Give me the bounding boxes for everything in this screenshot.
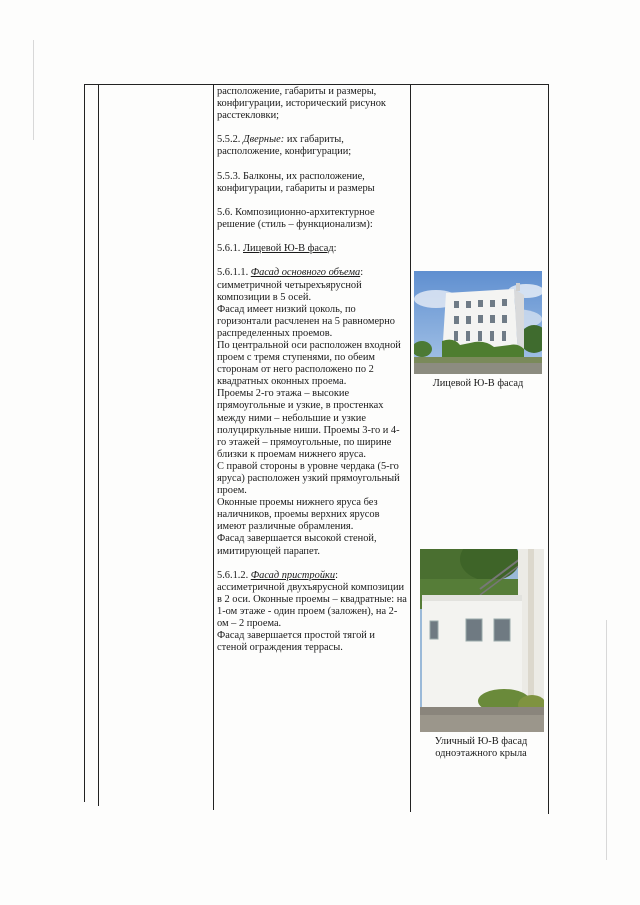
photo-street-facade — [420, 549, 544, 732]
scan-edge-right — [606, 620, 607, 860]
section-5-5-1-tail: расположение, габариты и размеры, конфигурации, исторический рисунок расстекловки; — [217, 86, 386, 122]
section-5-5-3: 5.5.3. Балконы, их расположение, конфигурации, габариты и размеры — [217, 170, 375, 194]
table-left-border — [84, 84, 85, 802]
table-col-divider-1 — [98, 84, 99, 806]
caption-main-facade: Лицевой Ю-В фасад — [432, 378, 524, 389]
photo-main-facade — [414, 271, 542, 374]
building-photo-1 — [414, 271, 542, 374]
section-5-6-1-2: 5.6.1.2. Фасад пристройки: ассиметричной двухъярусной композиции в 2 оси. Оконные проемы – квадратные: на 1-ом этаже - один проем (заложен), на 2-ом – 2 проема. Фасад завершается простой тягой и стеной ограждения террасы. — [217, 569, 407, 654]
section-5-6-1: 5.6.1. Лицевой Ю-В фасад: — [217, 243, 337, 255]
section-5-6-1-1-title: Фасад основного объема — [250, 267, 361, 279]
table-col-divider-3 — [410, 84, 411, 812]
caption-street-facade: Уличный Ю-В фасад одноэтажного крыла — [434, 736, 528, 759]
section-5-5-2-title: Дверные: — [243, 134, 285, 146]
section-5-6: 5.6. Композиционно-архитектурное решение (стиль – функционализм): — [217, 206, 375, 231]
building-photo-2 — [420, 549, 544, 732]
section-5-6-1-1: 5.6.1.1. Фасад основного объема: симметричной четырехъярусной композиции в 5 осей. Фасад имеет низкий цоколь, по горизонтали расчленен на 5 равномерно распределенных проемов. По центральной оси расположен входной проем с тремя ступенями, по обеим сторонам от него расположено по 2 квадратных оконных проема. Проемы 2-го этажа – высокие прямоугольные и узкие, в простенках между ними – небольшие и узкие полуциркульные ниши. Проемы 3-го и 4-го этажей – прямоугольные, по ширине близки к проемам нижнего яруса. С правой стороны в уровне чердака (5-го яруса) расположен узкий прямоугольный проем. Оконные проемы нижнего яруса без наличников, проемы верхних ярусов имеют различные обрамления. Фасад завершается высокой стеной, имитирующей парапет. — [217, 267, 401, 557]
description-text-column — [217, 86, 407, 654]
section-5-5-2: 5.5.2. Дверные: их габариты, расположение, конфигурации; — [217, 134, 352, 158]
section-5-6-1-2-title: Фасад пристройки — [250, 569, 336, 581]
table-col-divider-2 — [213, 84, 214, 810]
table-right-border — [548, 84, 549, 814]
scan-edge-left — [33, 40, 34, 140]
table-top-border — [84, 84, 549, 85]
section-5-6-1-title: Лицевой Ю-В фасад — [243, 243, 334, 255]
